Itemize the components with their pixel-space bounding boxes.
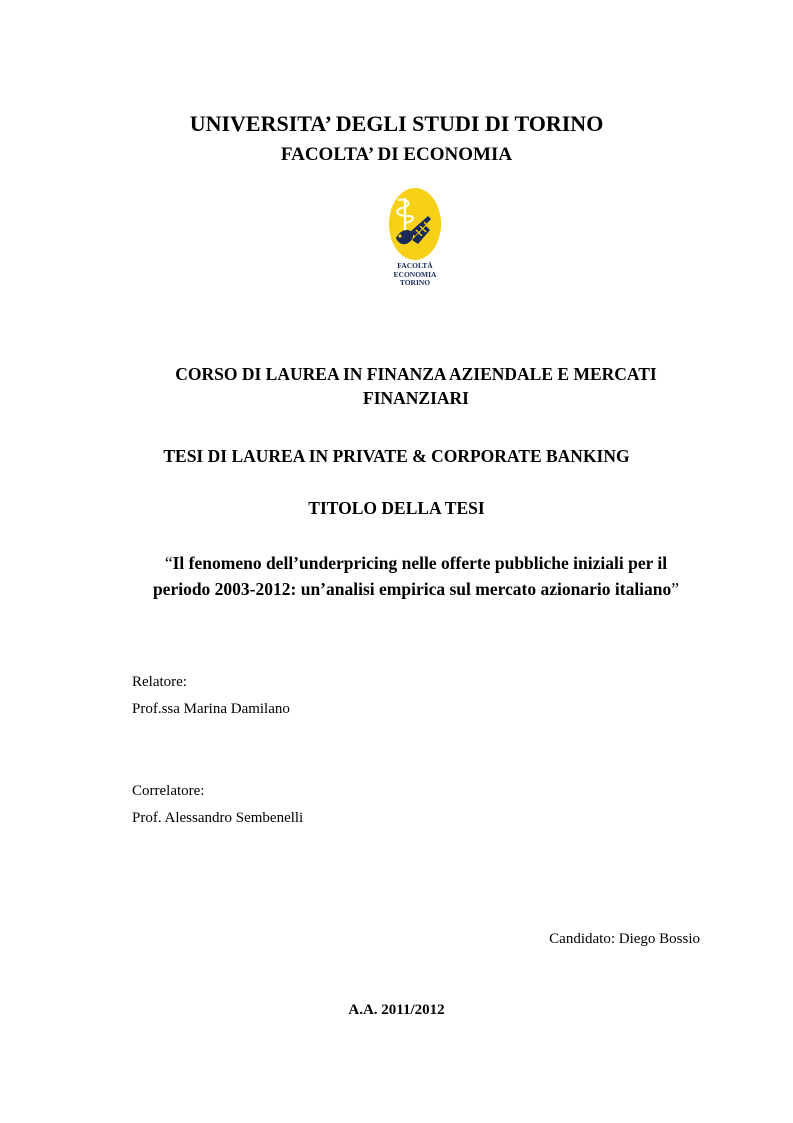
close-quote: ” bbox=[671, 579, 680, 599]
academic-year: A.A. 2011/2012 bbox=[348, 1002, 445, 1018]
thesis-title bbox=[110, 550, 722, 602]
thesis-type: TESI DI LAUREA IN PRIVATE & CORPORATE BANKING bbox=[163, 446, 630, 466]
supervisor-name: Prof.ssa Marina Damilano bbox=[132, 701, 290, 717]
thesis-title-label: TITOLO DELLA TESI bbox=[308, 498, 485, 518]
faculty-name: FACOLTA’ DI ECONOMIA bbox=[280, 144, 513, 165]
course-title bbox=[140, 362, 692, 410]
thesis-title-line-2 bbox=[110, 576, 722, 602]
course-title-line-2: FINANZIARI bbox=[363, 388, 469, 408]
supervisor-label: Relatore: bbox=[132, 674, 187, 690]
co-supervisor-name: Prof. Alessandro Sembenelli bbox=[132, 810, 304, 826]
logo-caption-line: TORINO bbox=[399, 278, 431, 288]
course-title-line-1: CORSO DI LAUREA IN FINANZA AZIENDALE E MERCATI bbox=[175, 364, 657, 384]
faculty-logo bbox=[382, 186, 448, 292]
logo-caption-line: ECONOMIA bbox=[393, 269, 437, 279]
university-name: UNIVERSITA’ DEGLI STUDI DI TORINO bbox=[189, 111, 604, 136]
thesis-title-line-1 bbox=[110, 550, 722, 576]
faculty-emblem-icon bbox=[382, 186, 448, 266]
co-supervisor-label: Correlatore: bbox=[132, 783, 205, 799]
logo-caption bbox=[382, 262, 448, 288]
thesis-title-text-1: Il fenomeno dell’underpricing nelle offerte pubbliche iniziali per il bbox=[172, 553, 668, 573]
logo-caption-line: FACOLTÀ bbox=[397, 261, 433, 270]
open-quote: “ bbox=[164, 553, 173, 573]
candidate: Candidato: Diego Bossio bbox=[549, 931, 700, 947]
thesis-title-text-2: periodo 2003-2012: un’analisi empirica sul mercato azionario italiano bbox=[152, 579, 672, 599]
